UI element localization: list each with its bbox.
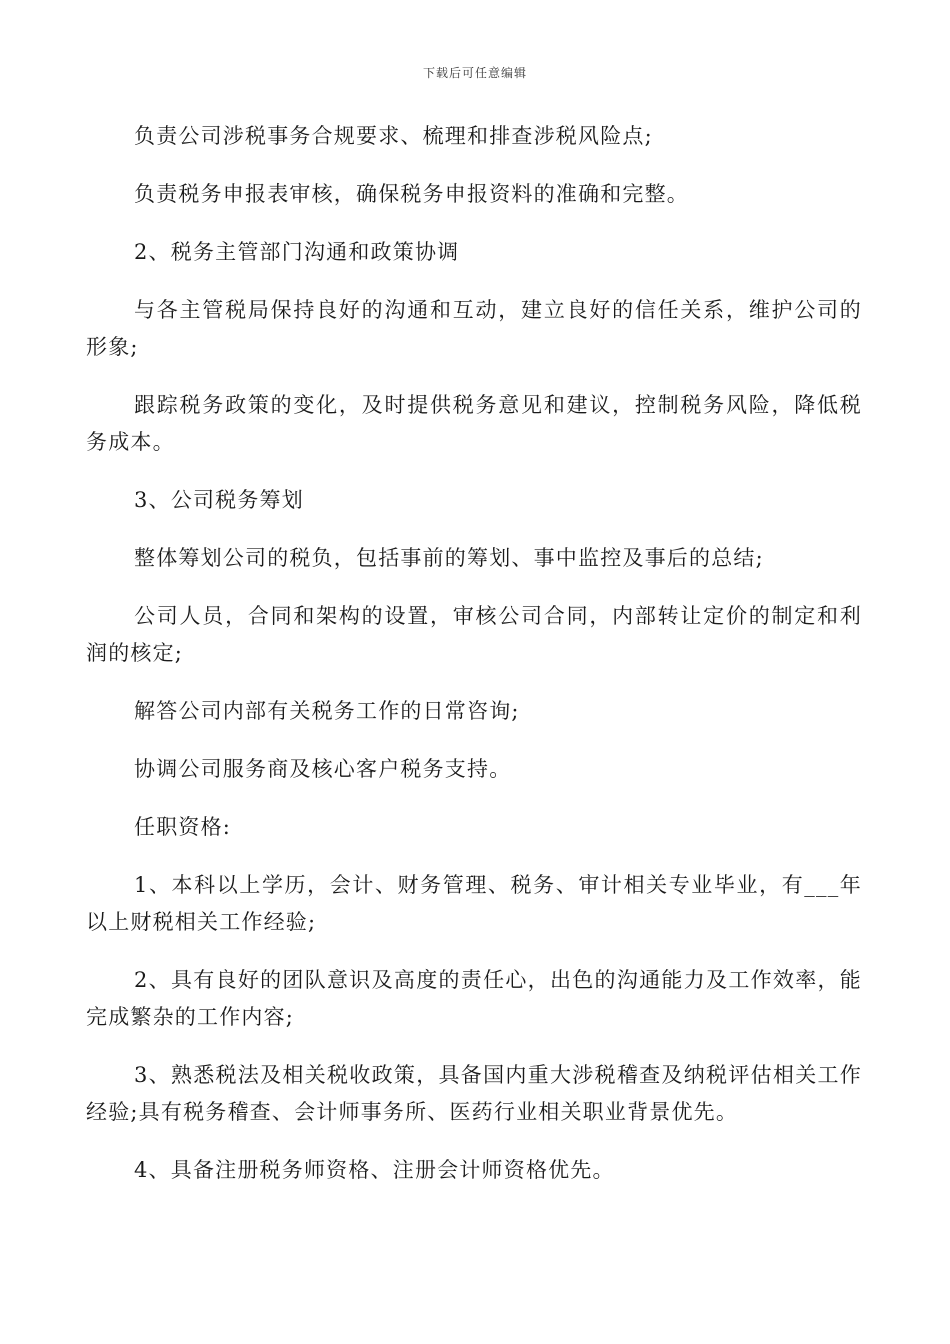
paragraph-tax-bureau-relations: 与各主管税局保持良好的沟通和互动，建立良好的信任关系，维护公司的形象;	[86, 298, 862, 359]
paragraph-internal-consulting: 解答公司内部有关税务工作的日常咨询;	[134, 699, 520, 723]
qualification-item-4: 4、具备注册税务师资格、注册会计师资格优先。	[134, 1158, 615, 1182]
section-heading-qualifications: 任职资格:	[134, 815, 232, 839]
paragraph-client-support: 协调公司服务商及核心客户税务支持。	[134, 757, 512, 781]
document-body	[86, 118, 862, 1210]
section-heading-tax-planning: 3、公司税务筹划	[134, 488, 304, 512]
paragraph-overall-planning: 整体筹划公司的税负，包括事前的筹划、事中监控及事后的总结;	[134, 546, 764, 570]
paragraph-compliance: 负责公司涉税事务合规要求、梳理和排查涉税风险点;	[134, 124, 653, 148]
qualification-item-2: 2、具有良好的团队意识及高度的责任心，出色的沟通能力及工作效率，能完成繁杂的工作内容;	[86, 968, 862, 1029]
qualification-item-3: 3、熟悉税法及相关税收政策，具备国内重大涉税稽查及纳税评估相关工作经验;具有税务稽查、会计师事务所、医药行业相关职业背景优先。	[86, 1063, 862, 1124]
page-header: 下载后可任意编辑	[422, 66, 527, 80]
qualification-item-1: 1、本科以上学历，会计、财务管理、税务、审计相关专业毕业，有___年以上财税相关工作经验;	[86, 873, 862, 934]
paragraph-structure-contracts: 公司人员，合同和架构的设置，审核公司合同，内部转让定价的制定和利润的核定;	[86, 604, 862, 665]
section-heading-communication: 2、税务主管部门沟通和政策协调	[134, 240, 460, 264]
paragraph-tax-return-review: 负责税务申报表审核，确保税务申报资料的准确和完整。	[134, 182, 689, 206]
paragraph-policy-tracking: 跟踪税务政策的变化，及时提供税务意见和建议，控制税务风险，降低税务成本。	[86, 393, 862, 454]
